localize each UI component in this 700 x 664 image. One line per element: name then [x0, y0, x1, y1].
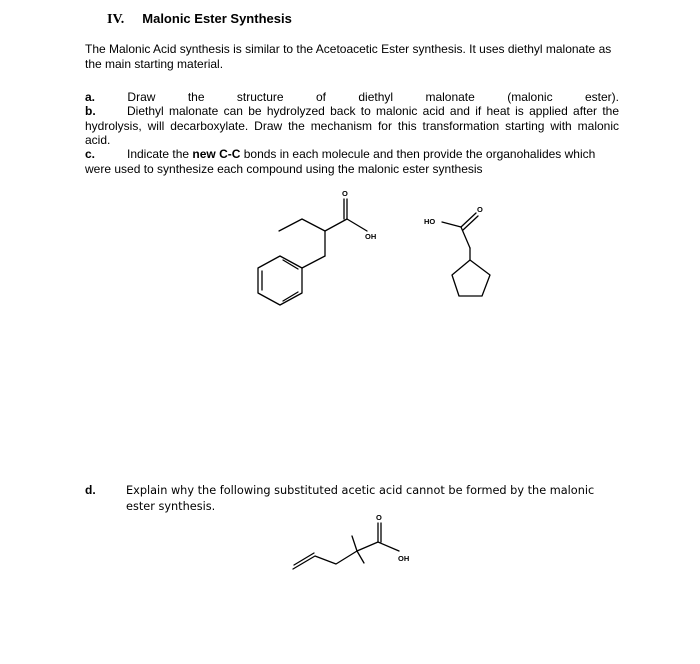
molecule-3-structure [293, 523, 399, 569]
question-a-word: structure [236, 90, 284, 104]
question-d-text: Explain why the following substituted acetic acid cannot be formed by the malonic ester synthesis. [126, 484, 595, 513]
question-a-word: diethyl [358, 90, 394, 104]
molecule-3-hydroxyl-label: OH [398, 554, 410, 563]
molecule-3-methyl-bond [352, 536, 357, 551]
molecule-3-methyl-bond [357, 551, 364, 563]
question-b-text: Diethyl malonate can be hydrolyzed back to malonic acid and if heat is applied after the hydrolysis, will decarboxylate. Draw the mechanism for this transformation starting with malonic acid. [85, 104, 619, 147]
question-a-word: (malonic [507, 90, 553, 104]
section-number: IV. [107, 12, 125, 27]
question-a-word: the [187, 90, 205, 104]
molecule-2-oxygen-label: O [477, 205, 483, 214]
question-d-label: d. [85, 483, 96, 497]
intro-paragraph: The Malonic Acid synthesis is similar to the Acetoacetic Ester synthesis. It uses diethyl malonate as the main starting material. [85, 42, 612, 71]
molecule-1-chain [279, 219, 367, 231]
question-c-text-before: Indicate the [127, 147, 193, 161]
molecule-1-benzene-ring [258, 256, 302, 305]
question-c-bold: new C-C [192, 147, 241, 161]
molecule-2-hydroxyl-label: HO [424, 217, 436, 226]
question-a-word: of [315, 90, 326, 104]
section-title: Malonic Ester Synthesis [142, 11, 292, 26]
question-a-word: malonate [425, 90, 475, 104]
molecule-3-oxygen-label: O [376, 513, 382, 522]
molecule-1-benzyl-bond [302, 256, 325, 268]
molecule-2-ch2-bond [461, 227, 470, 248]
molecule-1-structure [258, 199, 367, 305]
molecule-2-oh-bond [442, 222, 461, 227]
molecule-2-cyclopentane-ring [452, 260, 490, 296]
question-c-label: c. [85, 147, 96, 161]
question-b-label: b. [85, 104, 96, 118]
question-a-word: Draw [127, 90, 156, 104]
molecule-2-structure [442, 213, 490, 296]
question-a-word: ester). [584, 90, 619, 104]
molecule-1-hydroxyl-label: OH [365, 232, 377, 241]
question-a-label: a. [85, 90, 96, 104]
question-c-text-after: bonds in each molecule and then provide the organohalides which were used to synthesize each compound using the malonic ester synthesis [85, 147, 596, 176]
molecule-1-oxygen-label: O [342, 189, 348, 198]
